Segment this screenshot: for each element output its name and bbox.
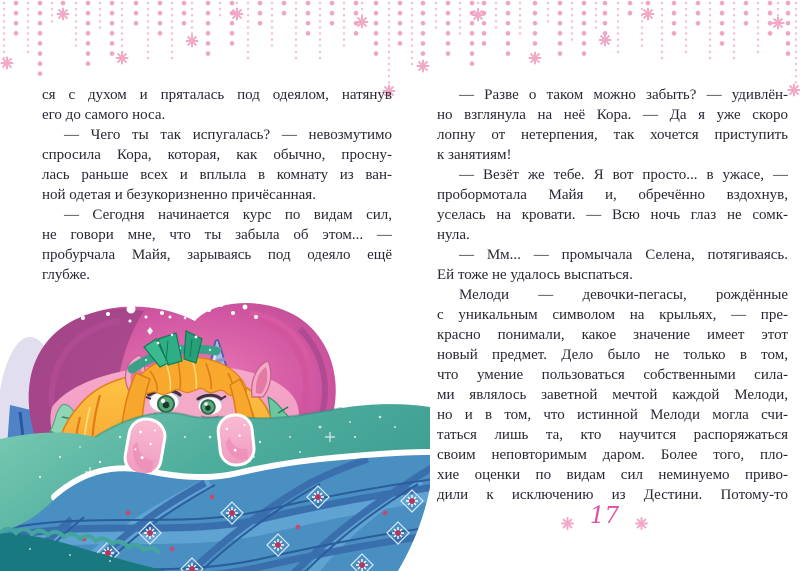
text-line: к занятиям! <box>437 147 512 163</box>
page-number-row <box>437 503 772 533</box>
garland-strands <box>4 3 796 86</box>
text-line: но взглянула на неё Кора. — Да я уже скоро <box>437 107 788 123</box>
text-line: — Сегодня начинается курс по видам сил, <box>64 207 392 223</box>
text-line: — Мм... — промычала Селена, потягиваясь. <box>459 247 788 263</box>
page-number: 17 <box>589 503 620 529</box>
text-line: ной одетая и безукоризненно причёсанная. <box>42 187 316 203</box>
text-line: ся с духом и пряталась под одеялом, натянув <box>42 87 392 103</box>
flower-icon <box>560 516 575 531</box>
text-line: — Разве о таком можно забыть? — удивлён- <box>459 87 788 103</box>
text-line: уселась на кровати. — Всю ночь глаз не сомк- <box>437 207 788 223</box>
text-line: пробурчала Майя, зарываясь под одеяло ещё <box>42 247 392 263</box>
right-page-text <box>437 85 788 505</box>
text-line: — Чего ты так испугалась? — невозмутимо <box>64 127 392 143</box>
text-line: глубже. <box>42 267 91 283</box>
text-line: но и в том, что истинной Мелоди могла счи- <box>437 407 788 423</box>
text-line: красно понимали, какое значение имеет этот <box>437 327 788 343</box>
text-line: с уникальным символом на крыльях, — пре- <box>437 307 788 323</box>
text-line: что умение пользоваться собственными сила- <box>437 367 788 383</box>
text-line: не говори мне, что ты забыла об этом... — <box>42 227 392 243</box>
text-line: хие оценки по видам сил неминуемо приво- <box>437 467 788 483</box>
text-line: спросила Кора, которая, как обычно, просну- <box>42 147 392 163</box>
text-line: дили к исключению из Дестини. Потому-то <box>437 487 788 503</box>
text-line: лась раньше всех и вплыла в комнату из ван- <box>42 167 392 183</box>
text-line: — Везёт же тебе. Я вот просто... в ужасе, — <box>459 167 788 183</box>
text-line: Ей тоже не удалось выспаться. <box>437 267 633 283</box>
text-line: новый предмет. Дело было не только в том, <box>437 347 788 363</box>
text-line: нула. <box>437 227 470 243</box>
text-line: своим неповторимым даром. Более того, пло- <box>437 447 788 463</box>
hoof-right <box>217 413 256 466</box>
text-line: его до самого носа. <box>42 107 166 123</box>
left-page-text <box>42 85 392 285</box>
text-line: лопну от нетерпения, так хочется приступить <box>437 127 788 143</box>
text-line: Мелоди — девочки-пегасы, рождённые <box>459 287 788 303</box>
text-line: пробормотала Майя и, обречённо вздохнув, <box>437 187 788 203</box>
text-line: ми являлось заветной мечтой каждой Мелоди, <box>437 387 788 403</box>
bed-illustration <box>0 287 430 571</box>
flower-icon <box>634 516 649 531</box>
text-line: таться лишь та, кто научится распоряжаться <box>437 427 788 443</box>
